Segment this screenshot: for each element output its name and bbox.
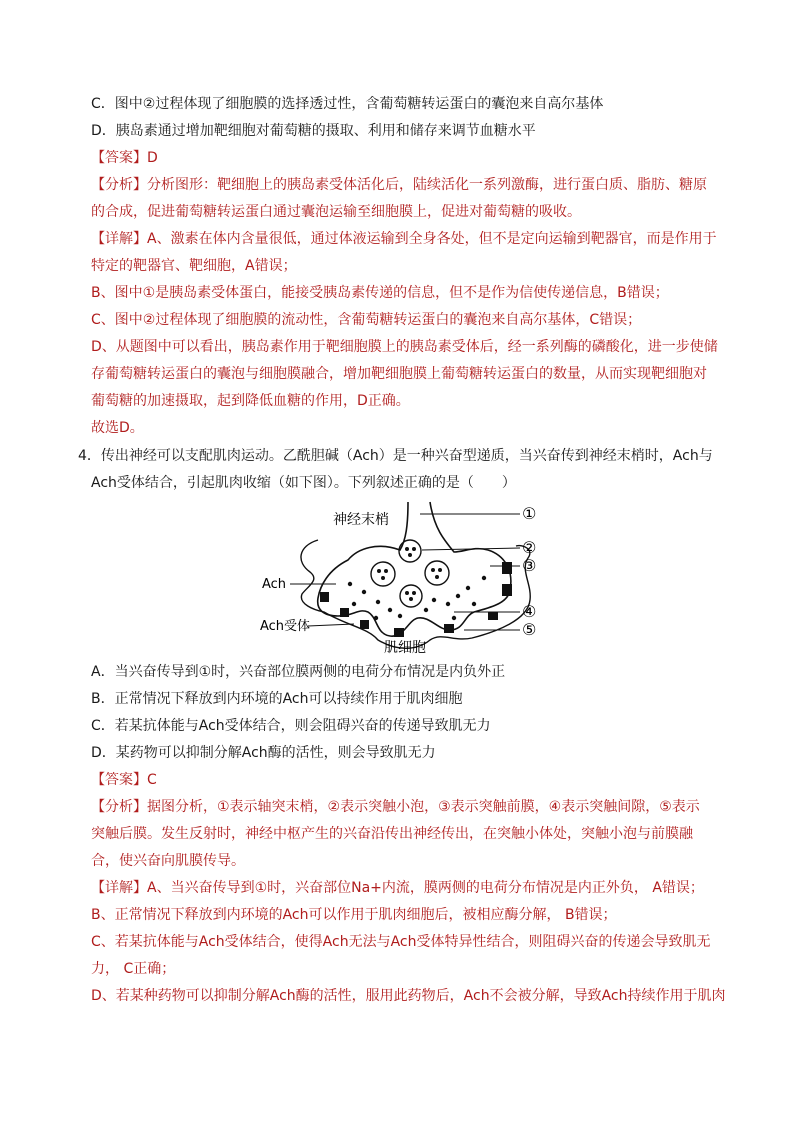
label-muscle-cell: 肌细胞 [384, 640, 426, 656]
q3-option-d: D．胰岛素通过增加靶细胞对葡萄糖的摄取、利用和储存来调节血糖水平 [91, 123, 536, 139]
marker-5: ⑤ [522, 620, 537, 639]
q3-analysis-line2: 的合成，促进葡萄糖转运蛋白通过囊泡运输至细胞膜上，促进对葡萄糖的吸收。 [91, 204, 581, 220]
q4-detail-line2: B、正常情况下释放到内环境的Ach可以作用于肌肉细胞后，被相应酶分解， B错误； [91, 907, 617, 923]
q4-option-a: A．当兴奋传导到①时，兴奋部位膜两侧的电荷分布情况是内负外正 [91, 664, 506, 680]
q3-conclusion: 故选D。 [91, 420, 144, 436]
q3-detail-line2: 特定的靶器官、靶细胞，A错误； [91, 258, 297, 274]
label-ach-receptor: Ach受体 [260, 619, 311, 634]
q4-stem-line1: 4．传出神经可以支配肌肉运动。乙酰胆碱（Ach）是一种兴奋型递质，当兴奋传到神经末梢时，Ach与 [78, 448, 713, 464]
q3-detail-line4: C、图中②过程体现了细胞膜的流动性，含葡萄糖转运蛋白的囊泡来自高尔基体，C错误； [91, 312, 642, 328]
q3-answer: 【答案】D [91, 150, 158, 166]
synapse-diagram [258, 500, 550, 658]
ach-receptors [320, 562, 512, 637]
marker-2: ② [522, 538, 537, 557]
q3-detail-line7: 葡萄糖的加速摄取，起到降低血糖的作用，D正确。 [91, 393, 410, 409]
q4-detail-line3: C、若某抗体能与Ach受体结合，使得Ach无法与Ach受体特异性结合，则阻碍兴奋的传递会导致肌无 [91, 934, 711, 950]
q3-option-c: C．图中②过程体现了细胞膜的选择透过性，含葡萄糖转运蛋白的囊泡来自高尔基体 [91, 96, 604, 112]
marker-1: ① [522, 504, 537, 523]
q4-option-c: C．若某抗体能与Ach受体结合，则会阻碍兴奋的传递导致肌无力 [91, 718, 491, 734]
q4-analysis-line1: 【分析】据图分析，①表示轴突末梢，②表示突触小泡，③表示突触前膜，④表示突触间隙，⑤表示 [91, 799, 700, 815]
marker-4: ④ [522, 602, 537, 621]
q4-detail-line5: D、若某种药物可以抑制分解Ach酶的活性，服用此药物后，Ach不会被分解，导致Ach持续作用于肌肉 [91, 988, 726, 1004]
q4-option-b: B．正常情况下释放到内环境的Ach可以持续作用于肌肉细胞 [91, 691, 463, 707]
q3-detail-line6: 存葡萄糖转运蛋白的囊泡与细胞膜融合，增加靶细胞膜上葡萄糖转运蛋白的数量，从而实现靶细胞对 [91, 366, 707, 382]
label-ach: Ach [262, 577, 287, 592]
q4-detail-line4: 力， C正确； [91, 961, 176, 977]
q4-detail-line1: 【详解】A、当兴奋传导到①时，兴奋部位Na+内流，膜两侧的电荷分布情况是内正外负， A错误； [91, 880, 704, 896]
q4-answer: 【答案】C [91, 772, 157, 788]
q3-detail-line3: B、图中①是胰岛素受体蛋白，能接受胰岛素传递的信息，但不是作为信使传递信息，B错误； [91, 285, 669, 301]
q4-analysis-line2: 突触后膜。发生反射时，神经中枢产生的兴奋沿传出神经传出，在突触小体处，突触小泡与前膜融 [91, 826, 693, 842]
marker-3: ③ [522, 556, 537, 575]
ach-molecules [348, 576, 486, 620]
q3-detail-line5: D、从题图中可以看出，胰岛素作用于靶细胞膜上的胰岛素受体后，经一系列酶的磷酸化，进一步使储 [91, 339, 718, 355]
q3-detail-line1: 【详解】A、激素在体内含量很低，通过体液运输到全身各处，但不是定向运输到靶器官，而是作用于 [91, 231, 717, 247]
q3-analysis-line1: 【分析】分析图形：靶细胞上的胰岛素受体活化后，陆续活化一系列激酶，进行蛋白质、脂肪、糖原 [91, 177, 707, 193]
q4-analysis-line3: 合，使兴奋向肌膜传导。 [91, 853, 245, 869]
label-nerve-terminal: 神经末梢 [333, 512, 389, 528]
q4-option-d: D．某药物可以抑制分解Ach酶的活性，则会导致肌无力 [91, 745, 436, 761]
q4-stem-line2: Ach受体结合，引起肌肉收缩（如下图）。下列叙述正确的是（ ） [91, 475, 516, 491]
